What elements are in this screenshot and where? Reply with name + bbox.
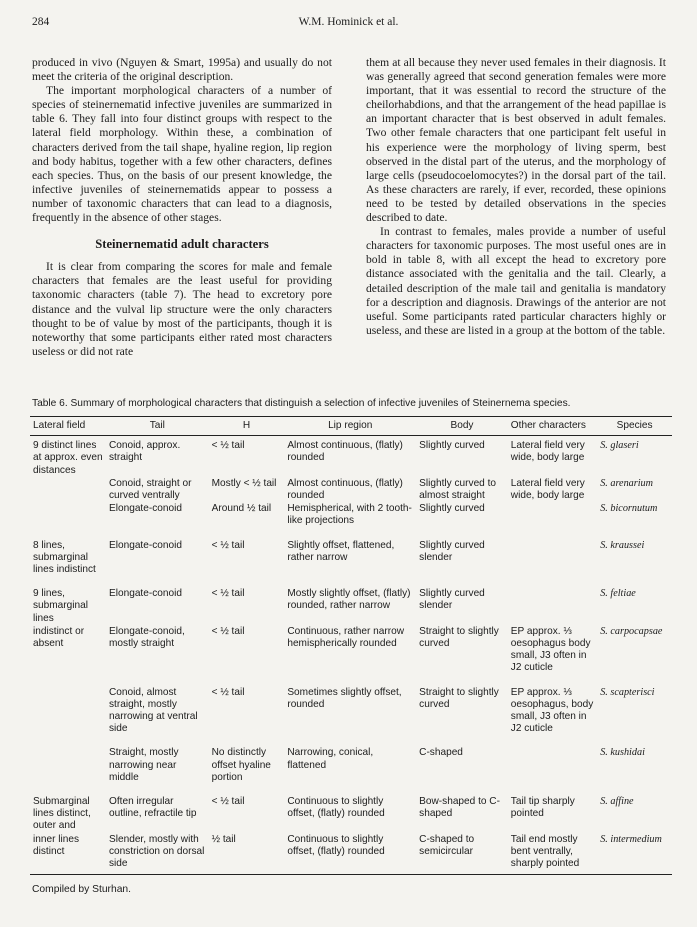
cell-lateral [30,675,106,736]
right-column [366,56,666,338]
header-body: Body [416,417,508,436]
cell-tail: Straight, mostly narrowing near middle [109,747,179,783]
table-6 [30,416,672,875]
cell-other: EP approx. ⅓ oesophagus body small, J3 often in J2 cuticle [510,625,591,674]
table-caption: Table 6. Summary of morphological characters that distinguish a selection of infective juveniles of Steinernema species. [32,398,571,409]
cell-h: < ½ tail [211,588,245,600]
header-lip-region: Lip region [284,417,416,436]
table-row [30,784,672,833]
cell-tail: Often irregular outline, refractile tip [109,796,197,820]
table-row [30,502,672,527]
cell-body: C-shaped to semicircular [416,833,508,875]
left-paragraph-2: The important morphological characters of a number of species of steinernematid infective juveniles are summarized in table 6. They fall into four distinct groups with respect to the lateral field morphology. Within these, a combination of characters derived from the tail shape, hyaline region, lip region and body habitus, together with a few other characters, defines each species. Thus, on the basis of our present knowledge, the infective juveniles of steinernematids appear to possess a number of taxonomic characters that can lead to a diagnosis, frequently in the absence of other stages. [32,84,332,225]
table-row [30,477,672,502]
cell-lateral: Submarginal lines distinct, outer and [33,796,91,832]
cell-body: Straight to slightly curved [419,686,499,710]
cell-body: Slightly curved slender [419,539,485,563]
table-row [30,576,672,625]
cell-h: ½ tail [209,833,285,875]
cell-species: S. scapterisci [600,686,655,698]
cell-lip: Sometimes slightly offset, rounded [287,686,402,710]
cell-other: EP approx. ⅓ oesophagus, body small, J3 often in J2 cuticle [510,686,594,735]
cell-other [508,502,597,527]
header-other-characters: Other characters [508,417,597,436]
cell-species: S. arenarium [600,477,654,489]
left-paragraph-1: produced in vivo (Nguyen & Smart, 1995a) and usually do not meet the criteria of the original description. [32,56,332,84]
cell-lateral: indistinct or absent [33,625,85,650]
cell-h: < ½ tail [211,440,245,452]
table-row [30,528,672,577]
cell-tail: Elongate-conoid [109,588,182,600]
cell-species: S. feltiae [600,588,636,600]
cell-h: Around ½ tail [211,503,272,515]
cell-lateral: inner lines distinct [30,833,106,875]
cell-lateral [30,735,106,784]
cell-species: S. intermedium [597,833,672,875]
cell-species: S. kushidai [600,747,645,759]
table-header-row [30,417,672,436]
cell-h: < ½ tail [211,686,245,698]
cell-tail: Conoid, straight or curved ventrally [109,477,192,502]
cell-species: S. glaseri [600,440,639,452]
cell-body: Bow-shaped to C-shaped [419,796,500,820]
cell-lip: Continuous, rather narrow hemispherically rounded [287,625,405,650]
table-row [30,625,672,675]
cell-species: S. affine [600,796,634,808]
cell-h: Mostly < ½ tail [211,477,277,489]
cell-lip: Mostly slightly offset, (flatly) rounded, rather narrow [287,588,411,612]
header-species: Species [597,417,672,436]
cell-tail: Slender, mostly with constriction on dorsal side [106,833,209,875]
table-row [30,833,672,875]
cell-species: S. bicornutum [600,503,658,515]
header-h: H [209,417,285,436]
cell-lateral [30,477,106,502]
cell-tail: Conoid, approx. straight [109,440,181,464]
header-lateral-field: Lateral field [30,417,106,436]
cell-h: < ½ tail [211,539,245,551]
running-title: W.M. Hominick et al. [298,16,399,28]
cell-other [508,528,597,577]
table-row [30,675,672,736]
header-tail: Tail [106,417,209,436]
cell-species: S. carpocapsae [600,625,663,637]
cell-body: Slightly curved [419,440,485,452]
cell-lateral: 8 lines, submarginal lines indistinct [33,539,96,576]
cell-tail: Conoid, almost straight, mostly narrowing at ventral side [109,686,198,735]
cell-h: No distinctly offset hyaline portion [211,747,271,783]
cell-lip: Continuous to slightly offset, (flatly) rounded [284,833,416,875]
cell-lip: Almost continuous, (flatly) rounded [287,477,403,502]
cell-lip: Continuous to slightly offset, (flatly) rounded [287,796,385,820]
right-paragraph-2: In contrast to females, males provide a number of useful characters for taxonomic purposes. The most useful ones are in bold in table 8, with all except the head to excretory pore distance associated with the genitalia and the tail. Clearly, a detailed description of the male tail and genitalia is mandatory for a description and diagnosis. Drawings of the anterior are not useful. Some participants rated particular characters highly or useless, and these are listed in a group at the bottom of the table. [366,225,666,337]
cell-lip: Slightly offset, flattened, rather narrow [287,539,395,563]
cell-tail: Elongate-conoid [109,539,182,551]
cell-other [508,735,597,784]
cell-body: C-shaped [419,747,463,759]
cell-other: Tail end mostly bent ventrally, sharply pointed [508,833,597,875]
cell-body: Slightly curved to almost straight [419,477,497,502]
cell-other: Lateral field very wide, body large [510,477,585,502]
cell-species: S. kraussei [600,539,645,551]
cell-lip: Almost continuous, (flatly) rounded [287,440,403,464]
cell-lateral: 9 distinct lines at approx. even distances [33,440,103,476]
cell-lip: Hemispherical, with 2 tooth-like projections [287,503,412,527]
left-paragraph-3: It is clear from comparing the scores for male and female characters that females are the least useful for providing taxonomic characters (table 7). The head to excretory pore distance and the vulval lip structure were the only characters thought to be of value by most of the participants, though it is noteworthy that some participants either rated most characters useless or did not rate [32,260,332,358]
cell-h: < ½ tail [211,625,245,637]
cell-body: Straight to slightly curved [419,625,499,650]
cell-lip: Narrowing, conical, flattened [287,747,374,771]
cell-other: Lateral field very wide, body large [510,440,585,464]
cell-lateral: 9 lines, submarginal lines [33,588,88,624]
running-header [32,16,665,30]
table-row [30,436,672,477]
cell-tail: Elongate-conoid [109,503,182,515]
cell-h: < ½ tail [211,796,245,808]
cell-body: Slightly curved slender [419,588,485,612]
cell-body: Slightly curved [419,503,485,515]
cell-other: Tail tip sharply pointed [510,796,575,820]
cell-tail: Elongate-conoid, mostly straight [109,625,185,650]
section-heading: Steinernematid adult characters [95,237,269,252]
table-row [30,735,672,784]
cell-lateral [30,502,106,527]
cell-other [508,576,597,625]
table-credit: Compiled by Sturhan. [32,884,132,895]
right-paragraph-1: them at all because they never used females in their diagnosis. It was generally agreed that second generation females were more important, that it was essential to record the structure of the cheilorhabdions, and that the arrangement of the head papillae is an important character that is best observed in adult females. Two other female characters that one participant felt useful in his experience were the morphology of living sperm, best observed in the distal part of the uterus, and the morphology of large cells (pseudocoelomocytes?) in the dorsal part of the tail. As these characters are rarely, if ever, recorded, these opinions need to be tested by detailed observations in the species described to date. [366,56,666,225]
left-column [32,56,332,359]
page-number: 284 [32,16,50,28]
